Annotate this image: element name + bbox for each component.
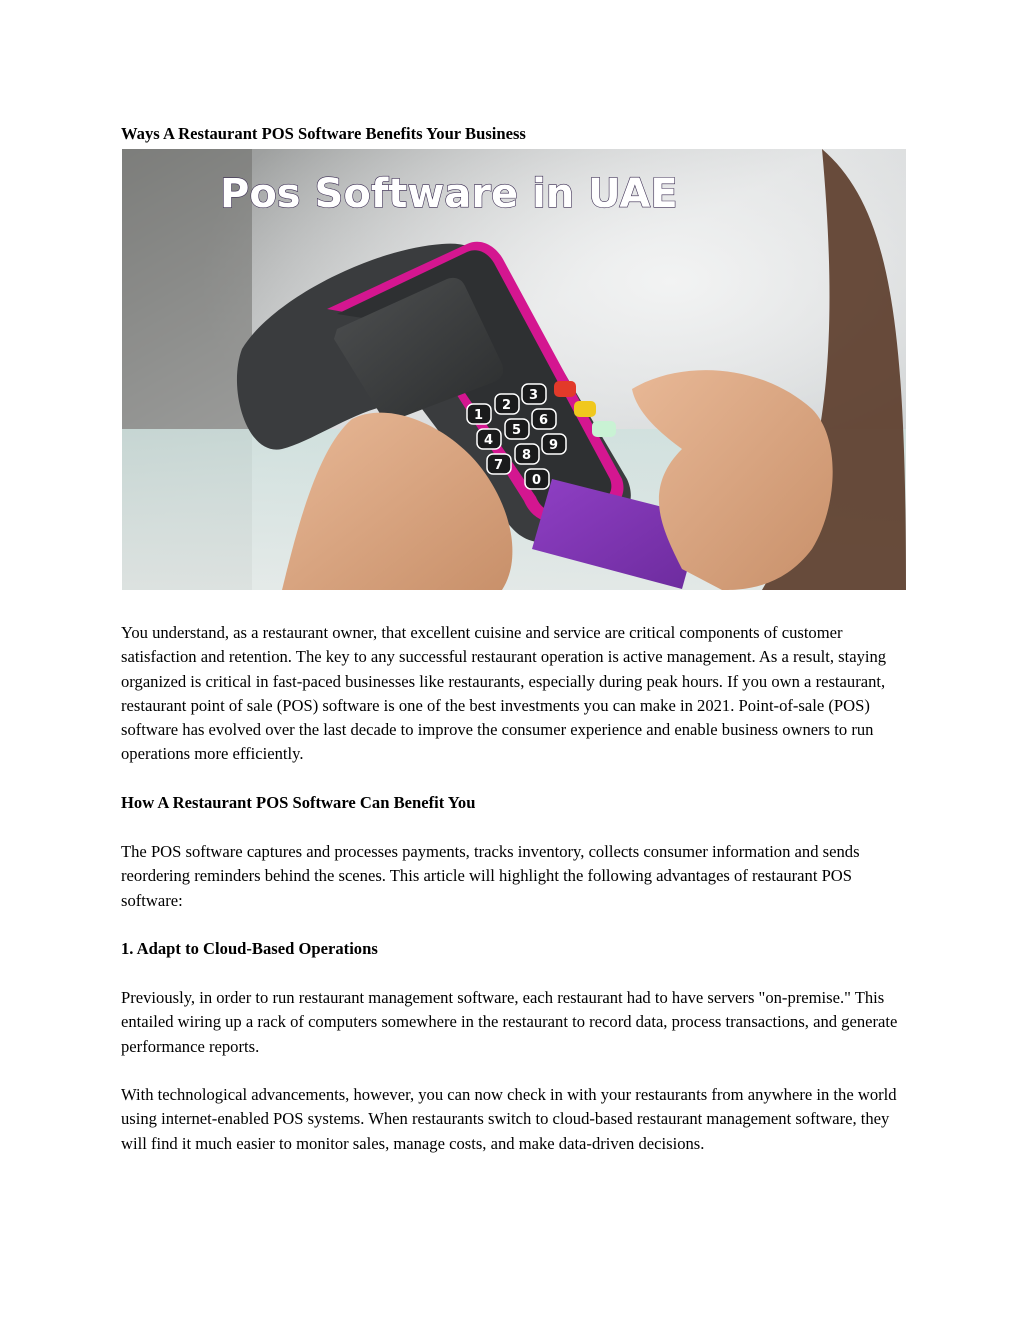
key-8: 8 (522, 448, 532, 463)
cancel-key-red (554, 381, 576, 397)
clear-key-yellow (574, 401, 596, 417)
key-2: 2 (502, 398, 512, 413)
hero-image (122, 149, 906, 590)
paragraph-cloud: With technological advancements, however, you can now check in with your restaurants from anywhere in the world using internet-enabled POS systems. When restaurants switch to cloud-based restaurant management software, they will find it much easier to monitor sales, manage costs, and make data-driven decisions. (121, 1085, 897, 1153)
key-4: 4 (484, 433, 494, 448)
key-1: 1 (474, 408, 484, 423)
document-title: Ways A Restaurant POS Software Benefits Your Business (121, 124, 526, 143)
section-heading-cloud: 1. Adapt to Cloud-Based Operations (121, 939, 378, 958)
image-overlay-title: Pos Software in UAE (220, 171, 678, 217)
paragraph-intro: You understand, as a restaurant owner, that excellent cuisine and service are critical components of customer satisfaction and retention. The key to any successful restaurant operation is active management. As a result, staying organized is critical in fast-paced businesses like restaurants, especially during peak hours. If you own a restaurant, restaurant point of sale (POS) software is one of the best investments you can make in 2021. Point-of-sale (POS) software has evolved over the last decade to improve the consumer experience and enable business owners to run operations more efficiently. (121, 623, 887, 764)
enter-key-green (592, 421, 616, 437)
key-5: 5 (512, 423, 522, 438)
key-3: 3 (529, 388, 539, 403)
paragraph-on-premise: Previously, in order to run restaurant management software, each restaurant had to have servers "on-premise." This entailed wiring up a rack of computers somewhere in the restaurant to record data, process transactions, and generate performance reports. (121, 988, 898, 1056)
paragraph-benefits: The POS software captures and processes payments, tracks inventory, collects consumer information and sends reordering reminders behind the scenes. This article will highlight the following advantages of restaurant POS software: (121, 842, 860, 910)
key-6: 6 (539, 413, 549, 428)
key-0: 0 (532, 473, 542, 488)
section-heading-benefits: How A Restaurant POS Software Can Benefit You (121, 793, 476, 812)
key-7: 7 (494, 458, 504, 473)
key-9: 9 (549, 438, 559, 453)
